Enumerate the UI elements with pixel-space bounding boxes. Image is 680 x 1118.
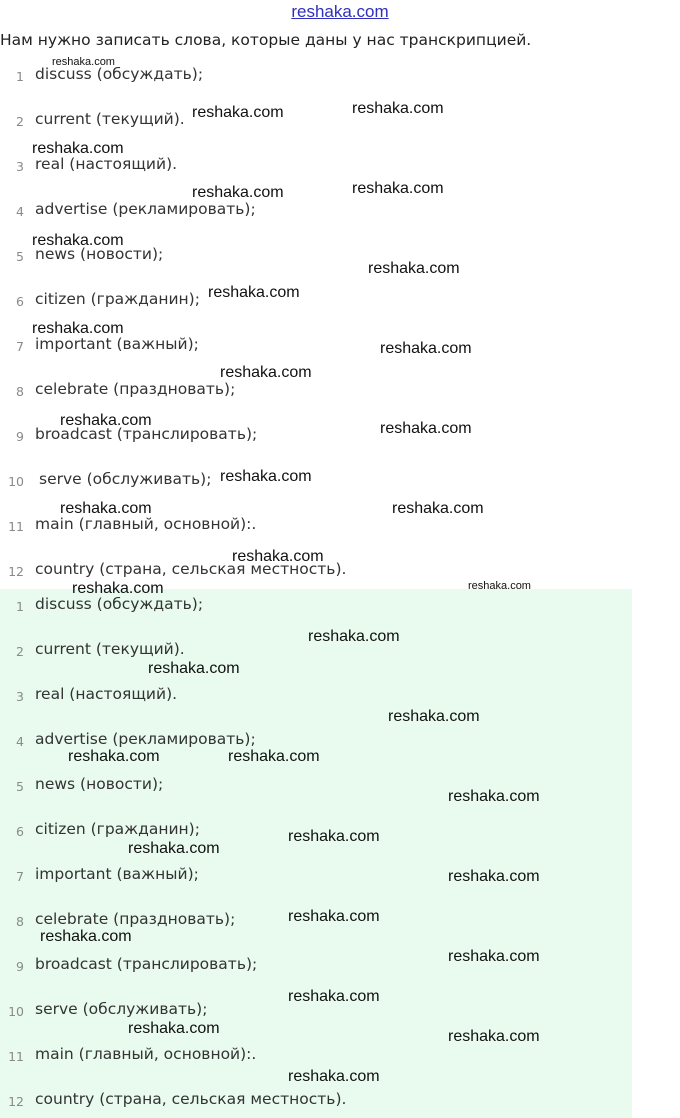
item-text: discuss (обсуждать); xyxy=(35,595,204,613)
watermark: reshaka.com xyxy=(448,868,540,885)
item-number: 2 xyxy=(16,114,24,129)
list-item xyxy=(0,196,680,226)
site-link[interactable]: reshaka.com xyxy=(291,2,389,21)
watermark: reshaka.com xyxy=(72,580,164,597)
watermark: reshaka.com xyxy=(468,580,531,592)
list-item xyxy=(0,106,680,136)
item-number: 1 xyxy=(16,69,24,84)
item-number: 11 xyxy=(8,1049,24,1064)
watermark: reshaka.com xyxy=(52,56,115,68)
item-number: 8 xyxy=(16,914,24,929)
watermark: reshaka.com xyxy=(308,628,400,645)
watermark: reshaka.com xyxy=(232,548,324,565)
watermark: reshaka.com xyxy=(32,232,124,249)
watermark: reshaka.com xyxy=(220,364,312,381)
item-number: 6 xyxy=(16,294,24,309)
item-text: broadcast (транслировать); xyxy=(35,955,258,973)
item-number: 4 xyxy=(16,734,24,749)
watermark: reshaka.com xyxy=(388,708,480,725)
item-text: citizen (гражданин); xyxy=(35,290,200,308)
item-number: 10 xyxy=(8,474,24,489)
watermark: reshaka.com xyxy=(32,140,124,157)
item-text: main (главный, основной):. xyxy=(35,515,257,533)
list-item xyxy=(0,286,680,316)
item-text: current (текущий). xyxy=(35,110,185,128)
item-text: advertise (рекламировать); xyxy=(35,200,256,218)
item-number: 3 xyxy=(16,159,24,174)
item-number: 12 xyxy=(8,564,24,579)
item-number: 12 xyxy=(8,1094,24,1109)
watermark: reshaka.com xyxy=(128,840,220,857)
list-item xyxy=(0,466,680,496)
item-text: advertise (рекламировать); xyxy=(35,730,256,748)
item-number: 3 xyxy=(16,689,24,704)
intro-text: Нам нужно записать слова, которые даны у нас транскрипцией. xyxy=(0,31,532,49)
watermark: reshaka.com xyxy=(288,988,380,1005)
watermark: reshaka.com xyxy=(368,260,460,277)
item-text: real (настоящий). xyxy=(35,155,178,173)
item-text: celebrate (праздновать); xyxy=(35,910,236,928)
item-number: 4 xyxy=(16,204,24,219)
item-number: 9 xyxy=(16,959,24,974)
list-item xyxy=(0,1041,632,1071)
item-text: news (новости); xyxy=(35,775,164,793)
item-text: current (текущий). xyxy=(35,640,185,658)
watermark: reshaka.com xyxy=(448,948,540,965)
watermark: reshaka.com xyxy=(448,788,540,805)
item-number: 8 xyxy=(16,384,24,399)
watermark: reshaka.com xyxy=(392,500,484,517)
item-number: 6 xyxy=(16,824,24,839)
item-text: main (главный, основной):. xyxy=(35,1045,257,1063)
watermark: reshaka.com xyxy=(228,748,320,765)
watermark: reshaka.com xyxy=(288,908,380,925)
watermark: reshaka.com xyxy=(288,1068,380,1085)
item-text: country (страна, сельская местность). xyxy=(35,560,347,578)
watermark: reshaka.com xyxy=(192,104,284,121)
item-text: broadcast (транслировать); xyxy=(35,425,258,443)
item-text: country (страна, сельская местность). xyxy=(35,1090,347,1108)
list-item xyxy=(0,1086,632,1116)
list-item xyxy=(0,376,680,406)
watermark: reshaka.com xyxy=(352,100,444,117)
watermark: reshaka.com xyxy=(208,284,300,301)
watermark: reshaka.com xyxy=(352,180,444,197)
item-number: 10 xyxy=(8,1004,24,1019)
item-text: citizen (гражданин); xyxy=(35,820,200,838)
watermark: reshaka.com xyxy=(380,420,472,437)
item-text: serve (обслуживать); xyxy=(39,470,212,488)
item-text: important (важный); xyxy=(35,335,199,353)
watermark: reshaka.com xyxy=(448,1028,540,1045)
watermark: reshaka.com xyxy=(60,500,152,517)
watermark: reshaka.com xyxy=(68,748,160,765)
watermark: reshaka.com xyxy=(220,468,312,485)
watermark: reshaka.com xyxy=(128,1020,220,1037)
item-text: serve (обслуживать); xyxy=(35,1000,208,1018)
list-item xyxy=(0,681,632,711)
watermark: reshaka.com xyxy=(288,828,380,845)
item-text: discuss (обсуждать); xyxy=(35,65,204,83)
item-text: news (новости); xyxy=(35,245,164,263)
item-number: 9 xyxy=(16,429,24,444)
item-text: real (настоящий). xyxy=(35,685,178,703)
watermark: reshaka.com xyxy=(192,184,284,201)
item-number: 2 xyxy=(16,644,24,659)
watermark: reshaka.com xyxy=(40,928,132,945)
watermark: reshaka.com xyxy=(380,340,472,357)
watermark: reshaka.com xyxy=(60,412,152,429)
item-number: 11 xyxy=(8,519,24,534)
item-number: 1 xyxy=(16,599,24,614)
watermark: reshaka.com xyxy=(32,320,124,337)
item-number: 5 xyxy=(16,779,24,794)
item-number: 7 xyxy=(16,339,24,354)
item-text: celebrate (праздновать); xyxy=(35,380,236,398)
item-text: important (важный); xyxy=(35,865,199,883)
watermark: reshaka.com xyxy=(148,660,240,677)
item-number: 5 xyxy=(16,249,24,264)
item-number: 7 xyxy=(16,869,24,884)
